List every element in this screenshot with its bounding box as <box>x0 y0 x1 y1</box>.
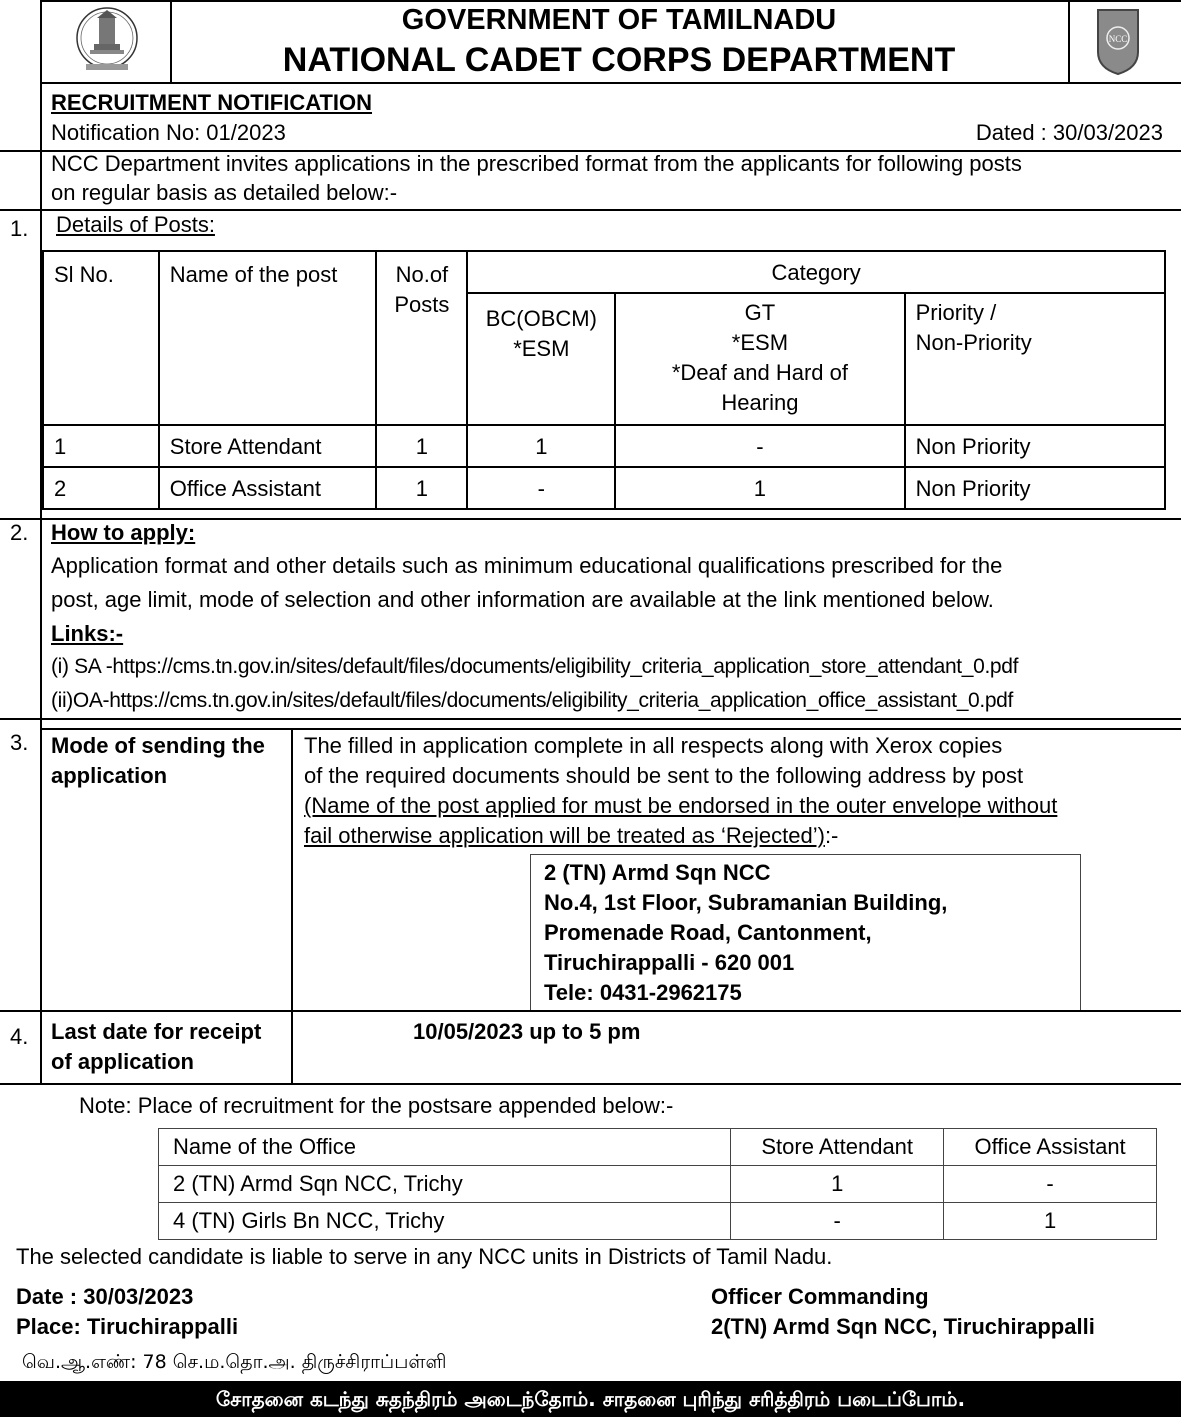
office-header-office: Office Assistant <box>944 1129 1157 1166</box>
note-text: Note: Place of recruitment for the postsare appended below:- <box>79 1093 674 1118</box>
section4-top-border <box>0 1010 1181 1012</box>
office-store-count: - <box>731 1203 944 1240</box>
section4-label-l1: Last date for receipt <box>51 1019 262 1044</box>
address-line: Tele: 0431-2962175 <box>544 980 742 1005</box>
post-count: 1 <box>376 467 467 509</box>
section1-number: 1. <box>10 216 29 241</box>
section4-left-border <box>40 1010 42 1084</box>
section1-heading: Details of Posts: <box>56 212 215 237</box>
office-store-count: 1 <box>731 1166 944 1203</box>
section4-bottom-border <box>0 1083 1181 1085</box>
posts-header-gt-l3: *Deaf and Hard of <box>671 360 848 385</box>
posts-header-gt-l1: GT <box>744 300 776 325</box>
posts-table <box>42 250 1166 510</box>
post-name: Store Attendant <box>159 425 377 467</box>
address-line: No.4, 1st Floor, Subramanian Building, <box>544 890 948 915</box>
office-office-count: - <box>944 1166 1157 1203</box>
officer-unit: 2(TN) Armd Sqn NCC, Tiruchirappalli <box>711 1314 1095 1339</box>
post-priority: Non Priority <box>905 467 1165 509</box>
posts-header-category: Category <box>467 251 1165 293</box>
posts-header-gt-l4: Hearing <box>721 390 799 415</box>
post-sl: 1 <box>43 425 159 467</box>
post-name: Office Assistant <box>159 467 377 509</box>
post-bc: - <box>467 467 615 509</box>
posts-header-bc-l2: *ESM <box>513 336 570 361</box>
section2-left-border <box>40 518 42 718</box>
posts-header-priority-l2: Non-Priority <box>915 330 1032 355</box>
section3-text-l4: fail otherwise application will be treated as ‘Rejected’) <box>304 823 825 848</box>
table-row <box>43 425 1165 467</box>
section4-col-divider <box>291 1010 293 1084</box>
header-line2: NATIONAL CADET CORPS DEPARTMENT <box>282 41 956 79</box>
notification-date: Dated : 30/03/2023 <box>975 120 1163 145</box>
office-name: 4 (TN) Girls Bn NCC, Trichy <box>159 1203 731 1240</box>
last-date-value: 10/05/2023 up to 5 pm <box>413 1019 641 1044</box>
address-line: Promenade Road, Cantonment, <box>544 920 872 945</box>
header-line1: GOVERNMENT OF TAMILNADU <box>401 4 837 36</box>
section3-text-l3: (Name of the post applied for must be endorsed in the outer envelope without <box>304 793 1058 818</box>
ncc-badge-text: NCC <box>1108 34 1128 44</box>
office-name: 2 (TN) Armd Sqn NCC, Trichy <box>159 1166 731 1203</box>
table-row <box>43 467 1165 509</box>
post-sl: 2 <box>43 467 159 509</box>
section3-left-border <box>40 718 42 1010</box>
posts-header-name: Name of the post <box>159 251 377 425</box>
address-line: Tiruchirappalli - 620 001 <box>544 950 795 975</box>
link-store-attendant[interactable]: (i) SA -https://cms.tn.gov.in/sites/default/files/documents/eligibility_criteria_application_store_attendant_0.pdf <box>51 655 1019 678</box>
liability-text: The selected candidate is liable to serve in any NCC units in Districts of Tamil Nadu. <box>16 1244 833 1269</box>
section4-number: 4. <box>10 1024 29 1049</box>
section2-text-line2: post, age limit, mode of selection and other information are available at the link mentioned below. <box>51 587 994 612</box>
posts-header-count-l1: No.of <box>395 262 449 287</box>
header-top-border <box>40 0 1181 2</box>
link-office-assistant[interactable]: (ii)OA-https://cms.tn.gov.in/sites/default/files/documents/eligibility_criteria_application_office_assistant_0.pdf <box>51 689 1013 712</box>
posts-header-bc <box>467 293 615 425</box>
office-table <box>158 1128 1157 1240</box>
posts-header-count <box>376 251 467 425</box>
intro-line2: on regular basis as detailed below:- <box>51 180 398 205</box>
links-heading: Links:- <box>51 621 124 646</box>
section2-text-line1: Application format and other details such as minimum educational qualifications prescribed for the <box>51 553 1003 578</box>
posts-header-count-l2: Posts <box>394 292 450 317</box>
tamilnadu-emblem-icon <box>72 4 142 76</box>
posts-header-bc-l1: BC(OBCM) <box>485 306 597 331</box>
reference-number: வெ.ஆ.எண்: 78 செ.ம.தொ.அ. திருச்சிராப்பள்ளி <box>22 1351 447 1373</box>
post-count: 1 <box>376 425 467 467</box>
footer-date: Date : 30/03/2023 <box>16 1284 194 1309</box>
section3-text-l1: The filled in application complete in all respects along with Xerox copies <box>304 733 1003 758</box>
section3-label-l1: Mode of sending the <box>51 733 265 758</box>
section2-heading: How to apply: <box>51 520 196 545</box>
office-header-name: Name of the Office <box>159 1129 731 1166</box>
header-left-border <box>40 0 42 150</box>
office-header-store: Store Attendant <box>731 1129 944 1166</box>
section3-inner-top <box>40 728 1181 730</box>
posts-header-priority-l1: Priority / <box>915 300 997 325</box>
section3-text-l2: of the required documents should be sent to the following address by post <box>304 763 1024 788</box>
office-office-count: 1 <box>944 1203 1157 1240</box>
section2-number: 2. <box>10 520 29 545</box>
slogan-bar: சோதனை கடந்து சுதந்திரம் அடைந்தோம். சாதனை புரிந்து சரித்திரம் படைப்போம். <box>0 1381 1181 1417</box>
address-line: 2 (TN) Armd Sqn NCC <box>544 860 771 885</box>
section3-label-l2: application <box>51 763 168 788</box>
ncc-shield-icon <box>1094 6 1142 76</box>
address-box <box>530 854 1081 1010</box>
officer-title: Officer Commanding <box>711 1284 929 1309</box>
intro-line1: NCC Department invites applications in the prescribed format from the applicants for following posts <box>51 151 1022 176</box>
header-ncc-divider <box>1068 0 1070 82</box>
header-bottom-border <box>40 82 1181 84</box>
posts-header-gt <box>615 293 904 425</box>
post-gt: 1 <box>615 467 904 509</box>
section3-number: 3. <box>10 730 29 755</box>
section4-label-l2: of application <box>51 1049 194 1074</box>
table-row <box>159 1166 1157 1203</box>
footer-place: Place: Tiruchirappalli <box>16 1314 239 1339</box>
posts-header-priority <box>905 293 1165 425</box>
post-gt: - <box>615 425 904 467</box>
notice-title: RECRUITMENT NOTIFICATION <box>51 90 373 115</box>
posts-header-sl: Sl No. <box>43 251 159 425</box>
section3-text-l4-wrap <box>304 821 838 851</box>
section3-col-divider <box>291 728 293 1010</box>
posts-header-gt-l2: *ESM <box>731 330 789 355</box>
post-priority: Non Priority <box>905 425 1165 467</box>
intro-left-border <box>40 150 42 210</box>
post-bc: 1 <box>467 425 615 467</box>
section3-text-l4-tail: :- <box>824 823 839 848</box>
table-row <box>159 1203 1157 1240</box>
section3-top-border <box>0 718 1181 720</box>
notification-number: Notification No: 01/2023 <box>51 120 286 145</box>
